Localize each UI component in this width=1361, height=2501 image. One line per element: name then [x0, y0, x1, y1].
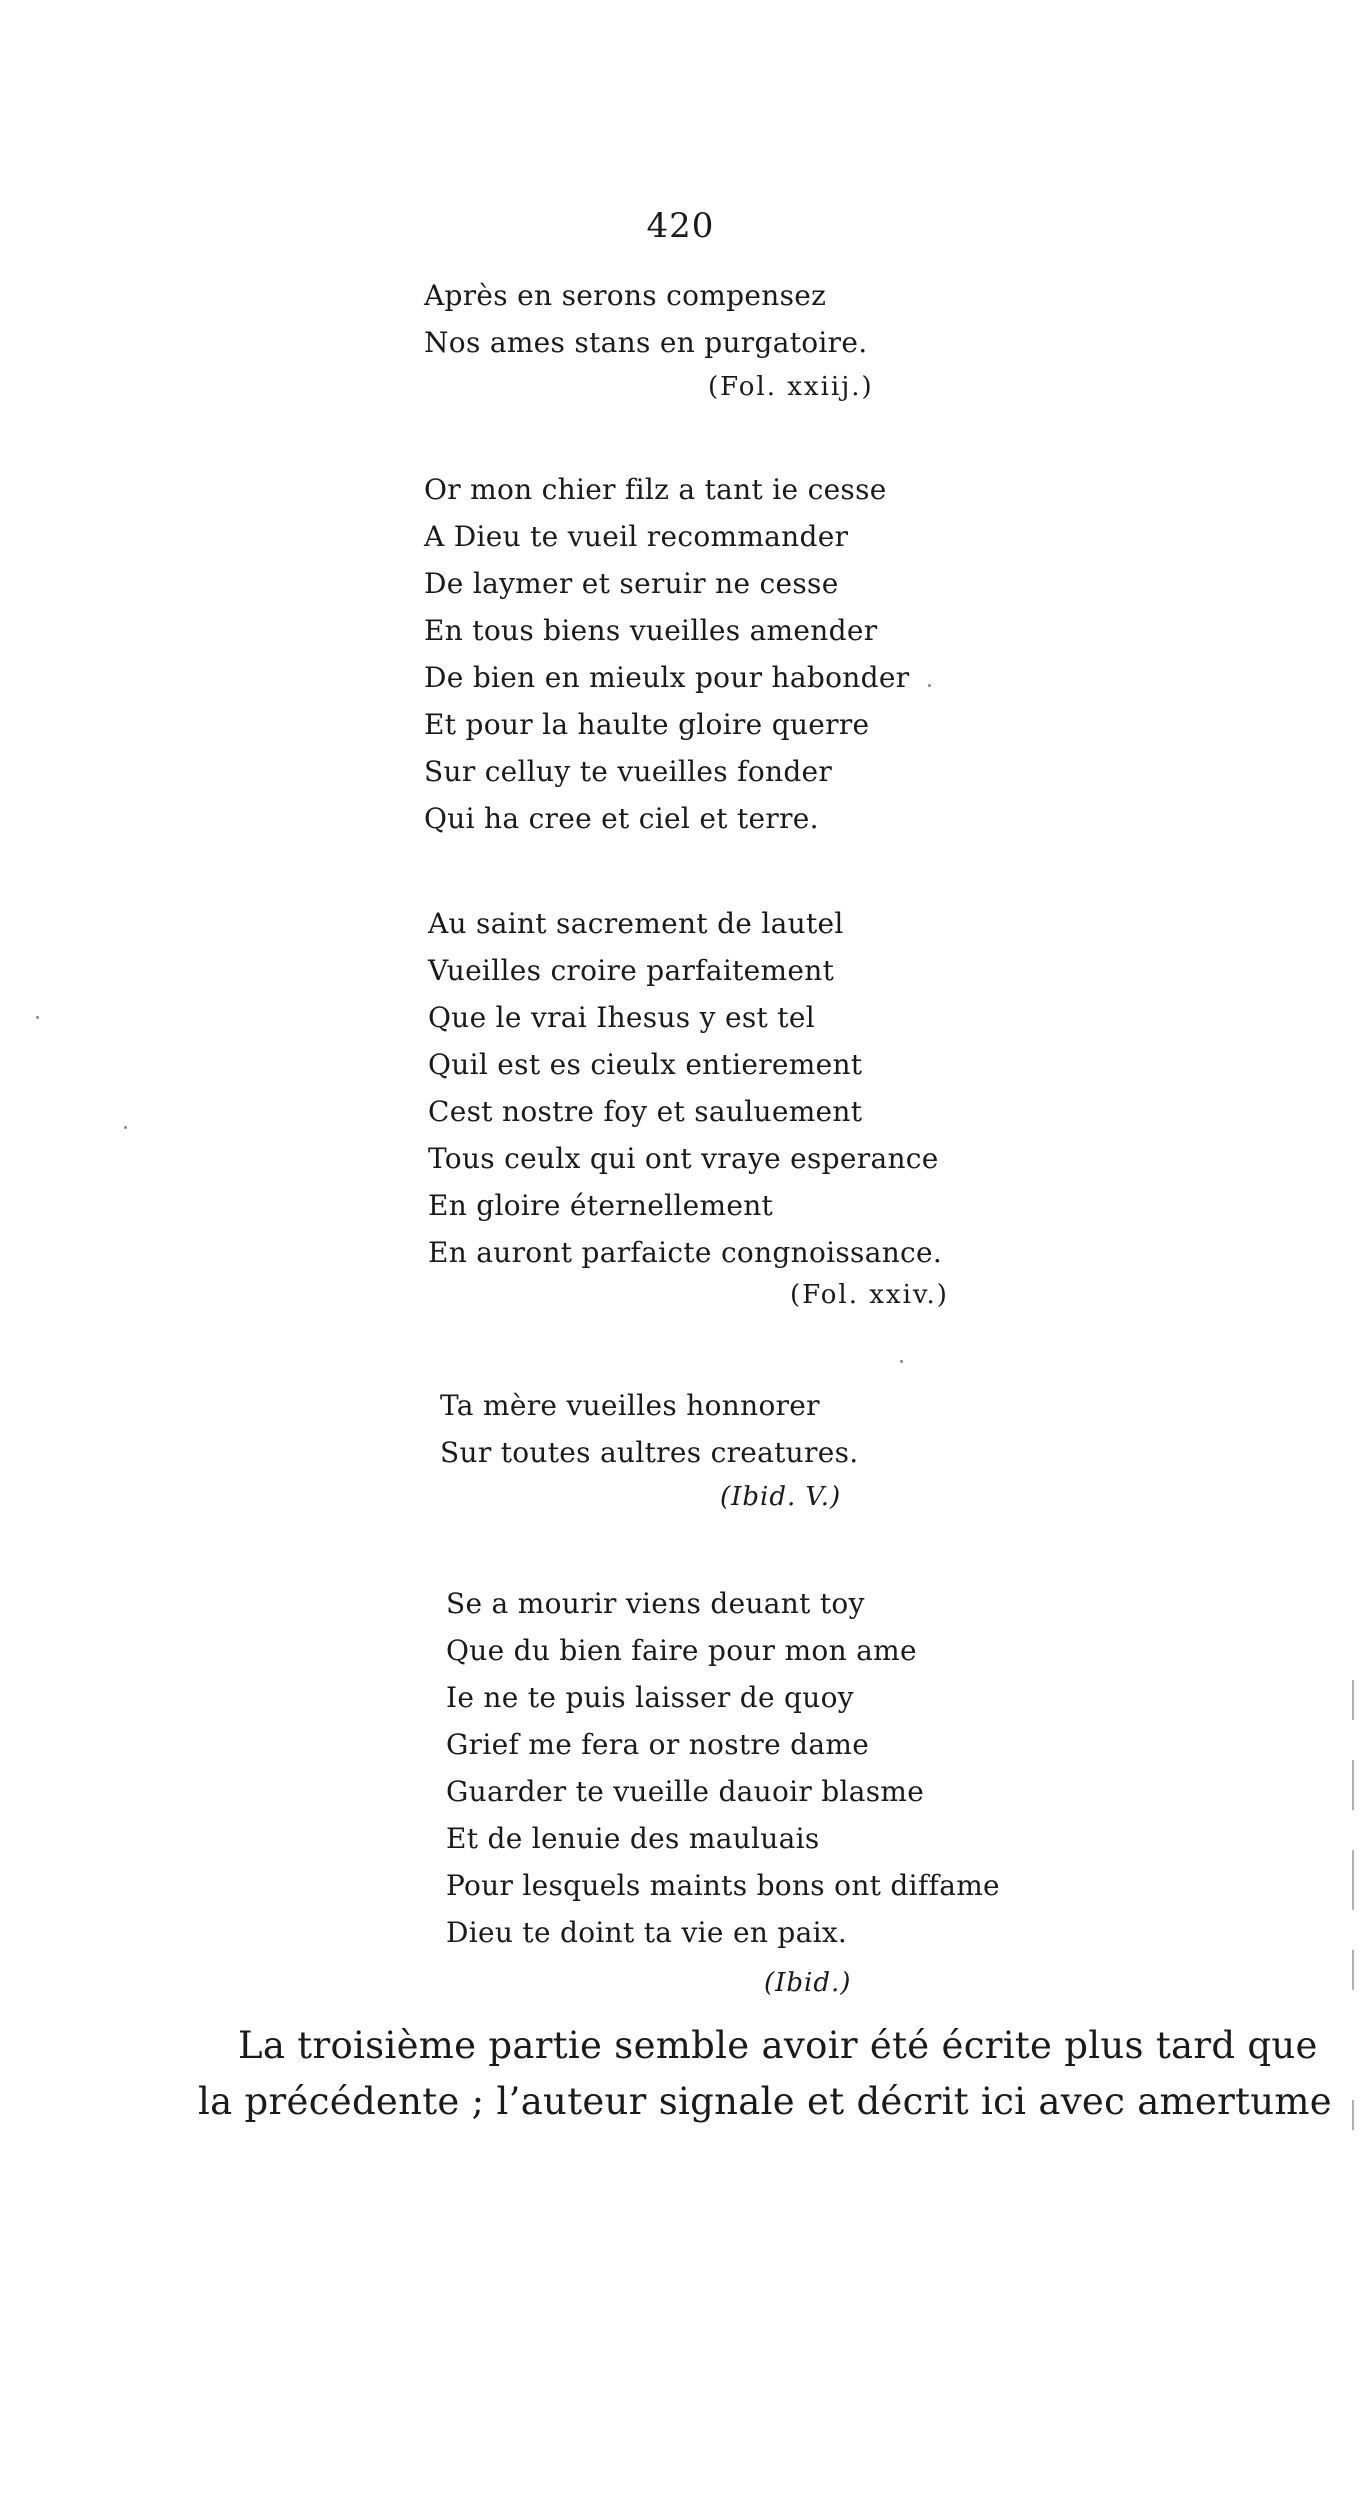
- page-number: 420: [646, 206, 715, 246]
- stanza-4: [440, 1382, 858, 1476]
- verse-line: Grief me fera or nostre dame: [446, 1728, 870, 1761]
- prose-line: la précédente ; l’auteur signale et décrit ici avec amertume: [198, 2080, 1332, 2123]
- scan-margin-mark: [1352, 1680, 1354, 1720]
- citation: (Fol. xxiv.): [790, 1280, 949, 1310]
- verse-line: Guarder te vueille dauoir blasme: [446, 1775, 925, 1808]
- verse-line: De laymer et seruir ne cesse: [424, 567, 839, 600]
- verse-line: Qui ha cree et ciel et terre.: [424, 802, 819, 835]
- verse-line: En auront parfaicte congnoissance.: [428, 1236, 943, 1269]
- scan-margin-mark: [1352, 1760, 1354, 1810]
- verse-line: Se a mourir viens deuant toy: [446, 1587, 865, 1620]
- citation: (Ibid. V.): [720, 1482, 842, 1512]
- prose-line: La troisième partie semble avoir été écrite plus tard que: [238, 2024, 1318, 2067]
- verse-line: Que le vrai Ihesus y est tel: [428, 1001, 815, 1034]
- verse-line: Quil est es cieulx entierement: [428, 1048, 863, 1081]
- scan-margin-mark: [1352, 1950, 1354, 1990]
- scan-speck: [124, 1126, 127, 1129]
- verse-line: En gloire éternellement: [428, 1189, 774, 1222]
- verse-line: Vueilles croire parfaitement: [428, 954, 835, 987]
- stanza-1: [424, 272, 867, 366]
- stanza-3: [428, 900, 942, 1276]
- verse-line: Ta mère vueilles honnorer: [440, 1389, 820, 1422]
- verse-line: En tous biens vueilles amender: [424, 614, 878, 647]
- stanza-2: [424, 466, 909, 842]
- citation: (Ibid.): [764, 1968, 852, 1998]
- verse-line: Cest nostre foy et sauluement: [428, 1095, 863, 1128]
- verse-line: Nos ames stans en purgatoire.: [424, 326, 868, 359]
- stanza-5: [446, 1580, 1000, 1956]
- verse-line: Et de lenuie des mauluais: [446, 1822, 820, 1855]
- verse-line: Après en serons compensez: [424, 279, 827, 312]
- scan-margin-mark: [1352, 2100, 1354, 2130]
- verse-line: Or mon chier filz a tant ie cesse: [424, 473, 887, 506]
- citation: (Fol. xxiij.): [708, 372, 874, 402]
- scan-speck: [928, 684, 931, 687]
- scan-margin-mark: [1352, 1850, 1354, 1910]
- verse-line: Pour lesquels maints bons ont diffame: [446, 1869, 1000, 1902]
- verse-line: Ie ne te puis laisser de quoy: [446, 1681, 854, 1714]
- verse-line: Tous ceulx qui ont vraye esperance: [428, 1142, 939, 1175]
- scan-speck: [36, 1016, 39, 1019]
- verse-line: Sur toutes aultres creatures.: [440, 1436, 859, 1469]
- verse-line: A Dieu te vueil recommander: [424, 520, 849, 553]
- verse-line: Sur celluy te vueilles fonder: [424, 755, 833, 788]
- verse-line: De bien en mieulx pour habonder: [424, 661, 910, 694]
- scan-speck: [900, 1360, 903, 1363]
- verse-line: Dieu te doint ta vie en paix.: [446, 1916, 848, 1949]
- verse-line: Et pour la haulte gloire querre: [424, 708, 870, 741]
- verse-line: Au saint sacrement de lautel: [428, 907, 844, 940]
- verse-line: Que du bien faire pour mon ame: [446, 1634, 917, 1667]
- prose-paragraph: [198, 2018, 1332, 2130]
